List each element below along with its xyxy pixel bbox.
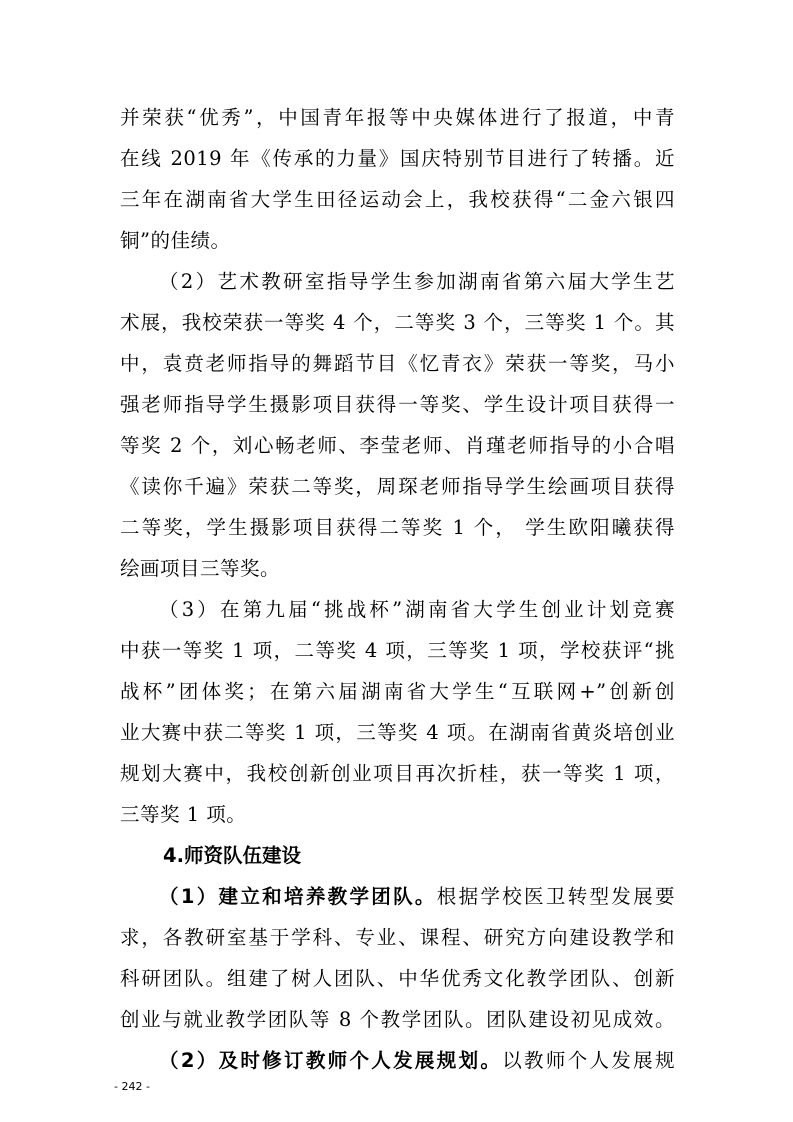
paragraph-line: 并荣获“优秀”，中国青年报等中央媒体进行了报道，中青 [120, 106, 675, 129]
page-number: - 242 - [114, 1080, 150, 1093]
paragraph-line: （2）艺术教研室指导学生参加湖南省第六届大学生艺 [159, 270, 675, 293]
paragraph-line: 强老师指导学生摄影项目获得一等奖、学生设计项目获得一 [120, 393, 675, 416]
paragraph-line: 科研团队。组建了树人团队、中华优秀文化教学团队、创新 [120, 967, 675, 990]
bold-lead: （2）及时修订教师个人发展规划。 [159, 1049, 503, 1072]
paragraph-line: （3）在第九届“挑战杯”湖南省大学生创业计划竞赛 [159, 598, 675, 621]
paragraph-line: 二等奖，学生摄影项目获得二等奖 1 个， 学生欧阳曦获得 [120, 516, 675, 539]
paragraph-line: 等奖 2 个，刘心畅老师、李莹老师、肖瑾老师指导的小合唱 [120, 434, 675, 457]
section-heading: 4.师资队伍建设 [163, 844, 301, 867]
paragraph-line: 《读你千遍》荣获二等奖，周琛老师指导学生绘画项目获得 [120, 475, 675, 498]
paragraph-line: 铜”的佳绩。 [120, 229, 231, 252]
paragraph-text: 以教师个人发展规 [502, 1049, 675, 1072]
paragraph-line: 中，袁贲老师指导的舞蹈节目《忆青衣》荣获一等奖，马小 [120, 352, 675, 375]
paragraph-line [159, 879, 675, 915]
paragraph-line: 业大赛中获二等奖 1 项，三等奖 4 项。在湖南省黄炎培创业 [120, 721, 675, 744]
bold-lead: （1）建立和培养教学团队。 [159, 885, 437, 908]
paragraph-line: 中获一等奖 1 项，二等奖 4 项，三等奖 1 项，学校获评“挑 [120, 639, 675, 662]
paragraph-line: 创业与就业教学团队等 8 个教学团队。团队建设初见成效。 [120, 1008, 675, 1031]
paragraph-line: 战杯”团体奖；在第六届湖南省大学生“互联网+”创新创 [120, 680, 675, 703]
paragraph-line: 三等奖 1 项。 [120, 803, 247, 826]
paragraph-line: 在线 2019 年《传承的力量》国庆特别节目进行了转播。近 [120, 147, 675, 170]
paragraph-line: 三年在湖南省大学生田径运动会上，我校获得“二金六银四 [120, 188, 675, 211]
paragraph-text: 根据学校医卫转型发展要 [436, 885, 675, 908]
paragraph-line: 绘画项目三等奖。 [120, 557, 281, 580]
paragraph-line: 求，各教研室基于学科、专业、课程、研究方向建设教学和 [120, 926, 675, 949]
paragraph-line: 规划大赛中，我校创新创业项目再次折桂，获一等奖 1 项， [120, 762, 675, 785]
paragraph-line: 术展，我校荣获一等奖 4 个，二等奖 3 个，三等奖 1 个。其 [120, 311, 675, 334]
paragraph-line [159, 1043, 675, 1079]
